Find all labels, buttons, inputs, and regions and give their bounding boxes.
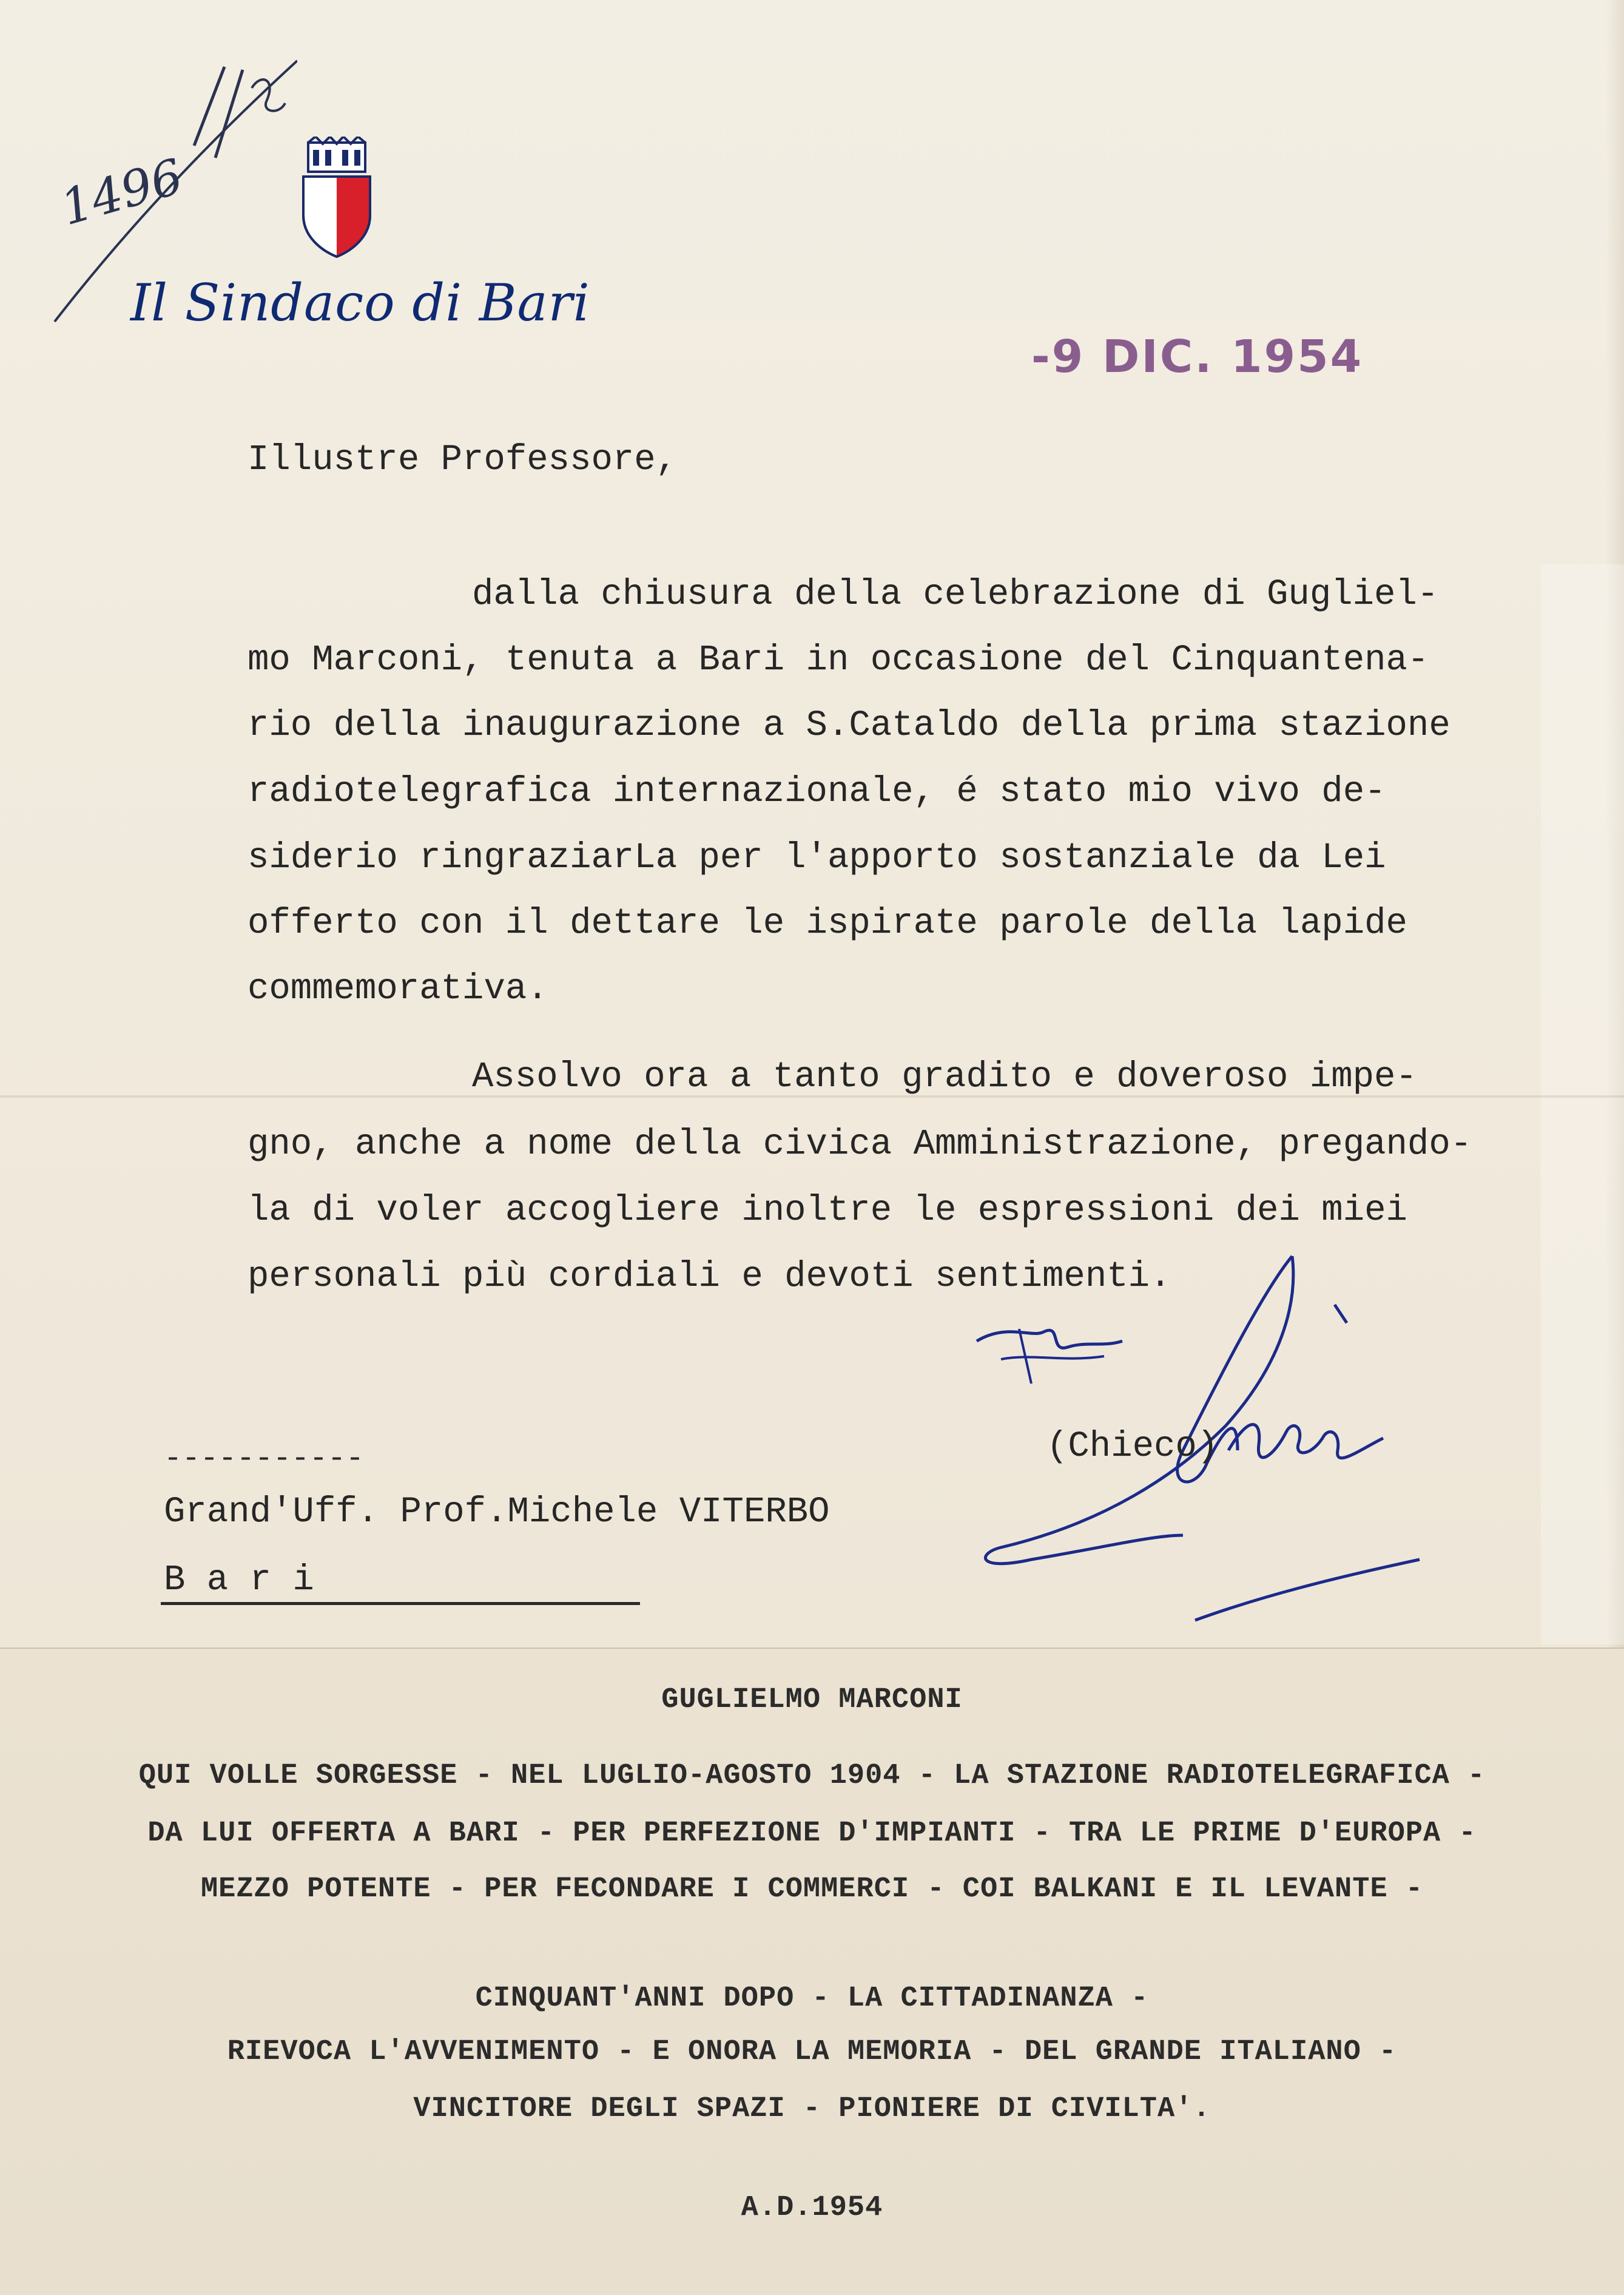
recipient-city: B a r i — [164, 1560, 314, 1600]
inscription-line: MEZZO POTENTE - PER FECONDARE I COMMERCI - COI BALKANI E IL LEVANTE - — [200, 1873, 1424, 1905]
inscription-line: CINQUANT'ANNI DOPO - LA CITTADINANZA - — [475, 1982, 1149, 2015]
paper-highlight — [1541, 564, 1624, 1644]
paragraph2-line: personali più cordiali e devoti sentimenti. — [248, 1256, 1171, 1297]
paragraph2-line: la di voler accogliere inoltre le espressioni dei miei — [248, 1190, 1407, 1231]
paragraph1-line: dalla chiusura della celebrazione di Gugliel- — [472, 574, 1439, 615]
salutation: Illustre Professore, — [248, 439, 678, 480]
separator-line: ----------- — [164, 1442, 365, 1476]
paragraph1-line: rio della inaugurazione a S.Cataldo della prima stazione — [248, 705, 1450, 746]
inscription-line: VINCITORE DEGLI SPAZI - PIONIERE DI CIVILTA'. — [413, 2093, 1211, 2125]
coat-of-arms-icon — [297, 137, 376, 258]
inscription-line: RIEVOCA L'AVVENIMENTO - E ONORA LA MEMORIA - DEL GRANDE ITALIANO - — [227, 2036, 1397, 2068]
paragraph1-line: siderio ringraziarLa per l'apporto sostanziale da Lei — [248, 837, 1386, 878]
paragraph1-line: radiotelegrafica internazionale, é stato mio vivo de- — [248, 771, 1386, 812]
paragraph2-line: gno, anche a nome della civica Amministrazione, pregando- — [248, 1124, 1472, 1164]
inscription-date: A.D.1954 — [741, 2192, 883, 2224]
paragraph1-line: offerto con il dettare le ispirate parole della lapide — [248, 903, 1407, 944]
paragraph2-line: Assolvo ora a tanto gradito e doveroso impe- — [472, 1056, 1417, 1097]
date-stamp: -9 DIC. 1954 — [1031, 331, 1364, 383]
letterhead-title: Il Sindaco di Bari — [130, 273, 590, 333]
paragraph1-line: commemorativa. — [248, 968, 548, 1009]
recipient-underline — [161, 1602, 640, 1605]
inscription-title: GUGLIELMO MARCONI — [661, 1684, 963, 1716]
handwritten-annotation: 1496 — [55, 147, 189, 237]
inscription-line: QUI VOLLE SORGESSE - NEL LUGLIO-AGOSTO 1904 - LA STAZIONE RADIOTELEGRAFICA - — [138, 1760, 1486, 1792]
paragraph1-line: mo Marconi, tenuta a Bari in occasione del Cinquantena- — [248, 640, 1429, 680]
signatory-name: (Chieco) — [1046, 1426, 1219, 1467]
recipient-name: Grand'Uff. Prof.Michele VITERBO — [164, 1492, 830, 1532]
inscription-line: DA LUI OFFERTA A BARI - PER PERFEZIONE D'IMPIANTI - TRA LE PRIME D'EUROPA - — [147, 1817, 1477, 1850]
